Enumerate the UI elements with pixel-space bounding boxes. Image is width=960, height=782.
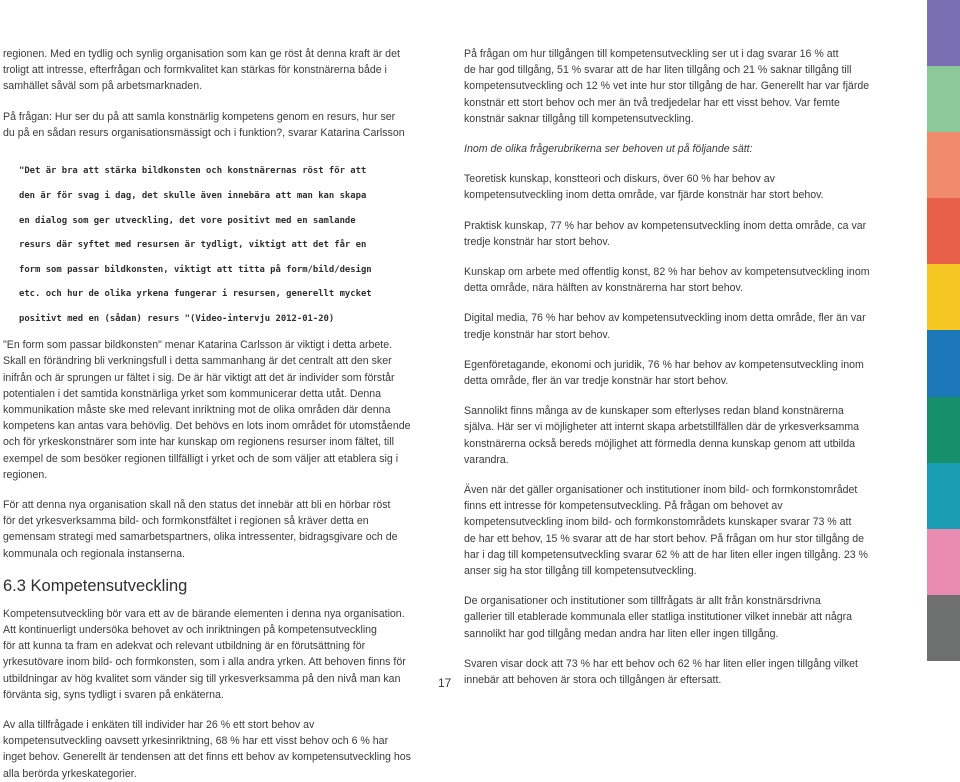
- color-stripe: [927, 595, 960, 661]
- text-line: Egenföretagande, ekonomi och juridik, 76 % har behov av kompetensutveckling inom: [464, 358, 864, 371]
- category-paragraph: [464, 656, 889, 688]
- interview-quote: "Det är bra att stärka bildkonsten och konstnärernas röst för att den är för svag i dag, det skulle även innebära att man kan skapa en dialog som ger utveckling, det vore positivt med en samlande resurs där syftet med resursen är tydligt, viktigt att det får en form som passar bildkonsten, viktigt att titta på form/bild/design etc. och hur de olika yrkena fungerar i resursen, generellt mycket positivt med en (sådan) resurs "(Video-intervju 2012-01-20): [19, 166, 372, 324]
- text-line: De organisationer och institutioner som tillfrågats är allt från konstnärsdrivna: [464, 595, 821, 608]
- color-stripe: [927, 463, 960, 529]
- text-line: detta område, nära hälften av konstnärerna har stort behov.: [464, 282, 743, 295]
- paragraph-survey: Av alla tillfrågade i enkäten till individer har 26 % ett stort behov av kompetensutveckling oavsett yrkesinriktning, 68 % har ett visst behov och 6 % har inget behov. Generellt är tendensen att det finns ett behov av kompetensutveckling hos alla berörda yrkeskategorier.: [3, 719, 411, 780]
- category-paragraph: [464, 357, 889, 389]
- text-line: anser sig ha stor tillgång till kompetensutveckling.: [464, 565, 697, 578]
- category-paragraph: [464, 482, 889, 579]
- color-stripe: [927, 330, 960, 396]
- text-line: Även när det gäller organisationer och institutioner inom bild- och formkonstområdet: [464, 484, 858, 497]
- right-column: [464, 46, 889, 688]
- category-paragraph: [464, 171, 889, 203]
- text-line: finns ett intresse för kompetensutveckling. På frågan om behovet av: [464, 500, 783, 513]
- text-line: gallerier till etablerade kommunala eller statliga institutioner vilket innebär att några: [464, 611, 853, 624]
- color-stripe: [927, 529, 960, 595]
- category-paragraph: [464, 218, 889, 250]
- color-stripe: [927, 198, 960, 264]
- text-line: Kunskap om arbete med offentlig konst, 82 % har behov av kompetensutveckling inom: [464, 266, 870, 279]
- text-line: tredje konstnär har stort behov.: [464, 235, 610, 248]
- paragraph-competence: Kompetensutveckling bör vara ett av de bärande elementen i denna nya organisation. Att kontinuerligt undersöka behovet av och inriktningen på kompetensutveckling för att kunna ta fram en adekvat och relevant utbildning är en förutsättning för yrkesutövare inom bild- och formkonsten, som i alla andra yrken. Att behoven finns för utbildningar av hög kvalitet som vänder sig till yrkesverksamma på den nivå man kan förvänta sig, syns tydligt i svaren på enkäterna.: [3, 607, 406, 701]
- text-line: de har ett behov, 15 % svarar att de har stort behov. På frågan om hur stor tillgång de: [464, 532, 865, 545]
- text-line: tredje konstnär har stort behov.: [464, 328, 610, 341]
- color-stripe: [927, 66, 960, 132]
- category-paragraph: [464, 264, 889, 296]
- text-line: Teoretisk kunskap, konstteori och diskurs, över 60 % har behov av: [464, 173, 775, 186]
- text-line: Sannolikt finns många av de kunskaper som efterlyses redan bland konstnärerna: [464, 405, 844, 418]
- text-line: Digital media, 76 % har behov av kompetensutveckling inom detta område, fler än var: [464, 312, 866, 325]
- category-paragraph: [464, 403, 889, 468]
- page-number: 17: [438, 676, 452, 690]
- color-stripe: [927, 0, 960, 66]
- text-line: varandra.: [464, 453, 509, 466]
- color-stripe: [927, 264, 960, 330]
- text-line: Praktisk kunskap, 77 % har behov av kompetensutveckling inom detta område, ca var: [464, 219, 867, 232]
- paragraph-categories-intro: Inom de olika frågerubrikerna ser behoven ut på följande sätt:: [464, 143, 753, 156]
- color-stripe: [927, 397, 960, 463]
- category-list: [464, 171, 889, 688]
- text-line: har i dag till kompetensutveckling svarar 62 % att de har liten eller ingen tillgång. 23 %: [464, 548, 868, 561]
- text-line: Svaren visar dock att 73 % har ett behov och 62 % har liten eller ingen tillgång vilket: [464, 657, 858, 670]
- text-line: innebär att behoven är stora och tillgången är eftersatt.: [464, 674, 722, 687]
- paragraph-question: På frågan: Hur ser du på att samla konstnärlig kompetens genom en resurs, hur ser du på en sådan resurs organisationsmässigt och i funktion?, svarar Katarina Carlsson: [3, 110, 405, 139]
- text-line: detta område, fler än var tredje konstnär har stort behov.: [464, 375, 729, 388]
- category-paragraph: [464, 593, 889, 642]
- text-line: kompetensutveckling inom bild- och formkonstområdets kunskaper svarar 73 % att: [464, 516, 852, 529]
- color-stripe: [927, 132, 960, 198]
- left-column: [3, 46, 421, 782]
- paragraph-intro: regionen. Med en tydlig och synlig organisation som kan ge röst åt denna kraft är det troligt att intresse, efterfrågan och formkvalitet kan stärkas för konstnärerna både i samhället såväl som på arbetsmarknaden.: [3, 48, 400, 93]
- section-heading: 6.3 Kompetensutveckling: [3, 576, 188, 595]
- category-paragraph: [464, 310, 889, 342]
- text-line: kompetensutveckling inom detta område, var fjärde konstnär har stort behov.: [464, 189, 824, 202]
- paragraph-strategy: För att denna nya organisation skall nå den status det innebär att bli en hörbar röst för det yrkesverksamma bild- och formkonstfältet i regionen så kräver detta en gemensam strategi med samarbetspartners, olika intressenter, bidragsgivare och de kommunala och regionala instanserna.: [3, 499, 398, 560]
- text-line: sannolikt har god tillgång medan andra har liten eller ingen tillgång.: [464, 627, 779, 640]
- paragraph-form: "En form som passar bildkonsten" menar Katarina Carlsson är viktigt i detta arbete. Skall en förändring bli verkningsfull i detta sammanhang är det centralt att den sker inifrån och är sprungen ur fältet i sig. De är här viktigt att det är individer som förstår potentialen i det samtida konstnärliga yrket som kommunicerar detta utåt. Denna kommunikation måste ske med relevant inriktning mot de olika områden där denna kompetens kan antas vara behövlig. Det behövs en lots inom området för utomstående och för yrkeskonstnärer som inte har kunskap om regionens resurser inom fältet, till exempel de som besöker regionen tillfälligt i yrket och de som väljer att etablera sig i regionen.: [3, 339, 411, 481]
- text-line: konstnärerna också bereds möjlighet att förmedla denna kunskap genom att utbilda: [464, 437, 856, 450]
- paragraph-access: På frågan om hur tillgången till kompetensutveckling ser ut i dag svarar 16 % att de har god tillgång, 51 % svarar att de har liten tillgång och 21 % saknar tillgång till kompetensutveckling och 12 % vet inte hur stor tillgång de har. Generellt har var fjärde konstnär ett stort behov och mer än två tredjedelar har ett visst behov. Var femte konstnär saknar tillgång till kompetensutveckling.: [464, 48, 870, 125]
- color-stripe-bar: [927, 0, 960, 727]
- text-line: själva. Här ser vi möjligheter att internt skapa arbetstillfällen där de yrkesverksamma: [464, 421, 860, 434]
